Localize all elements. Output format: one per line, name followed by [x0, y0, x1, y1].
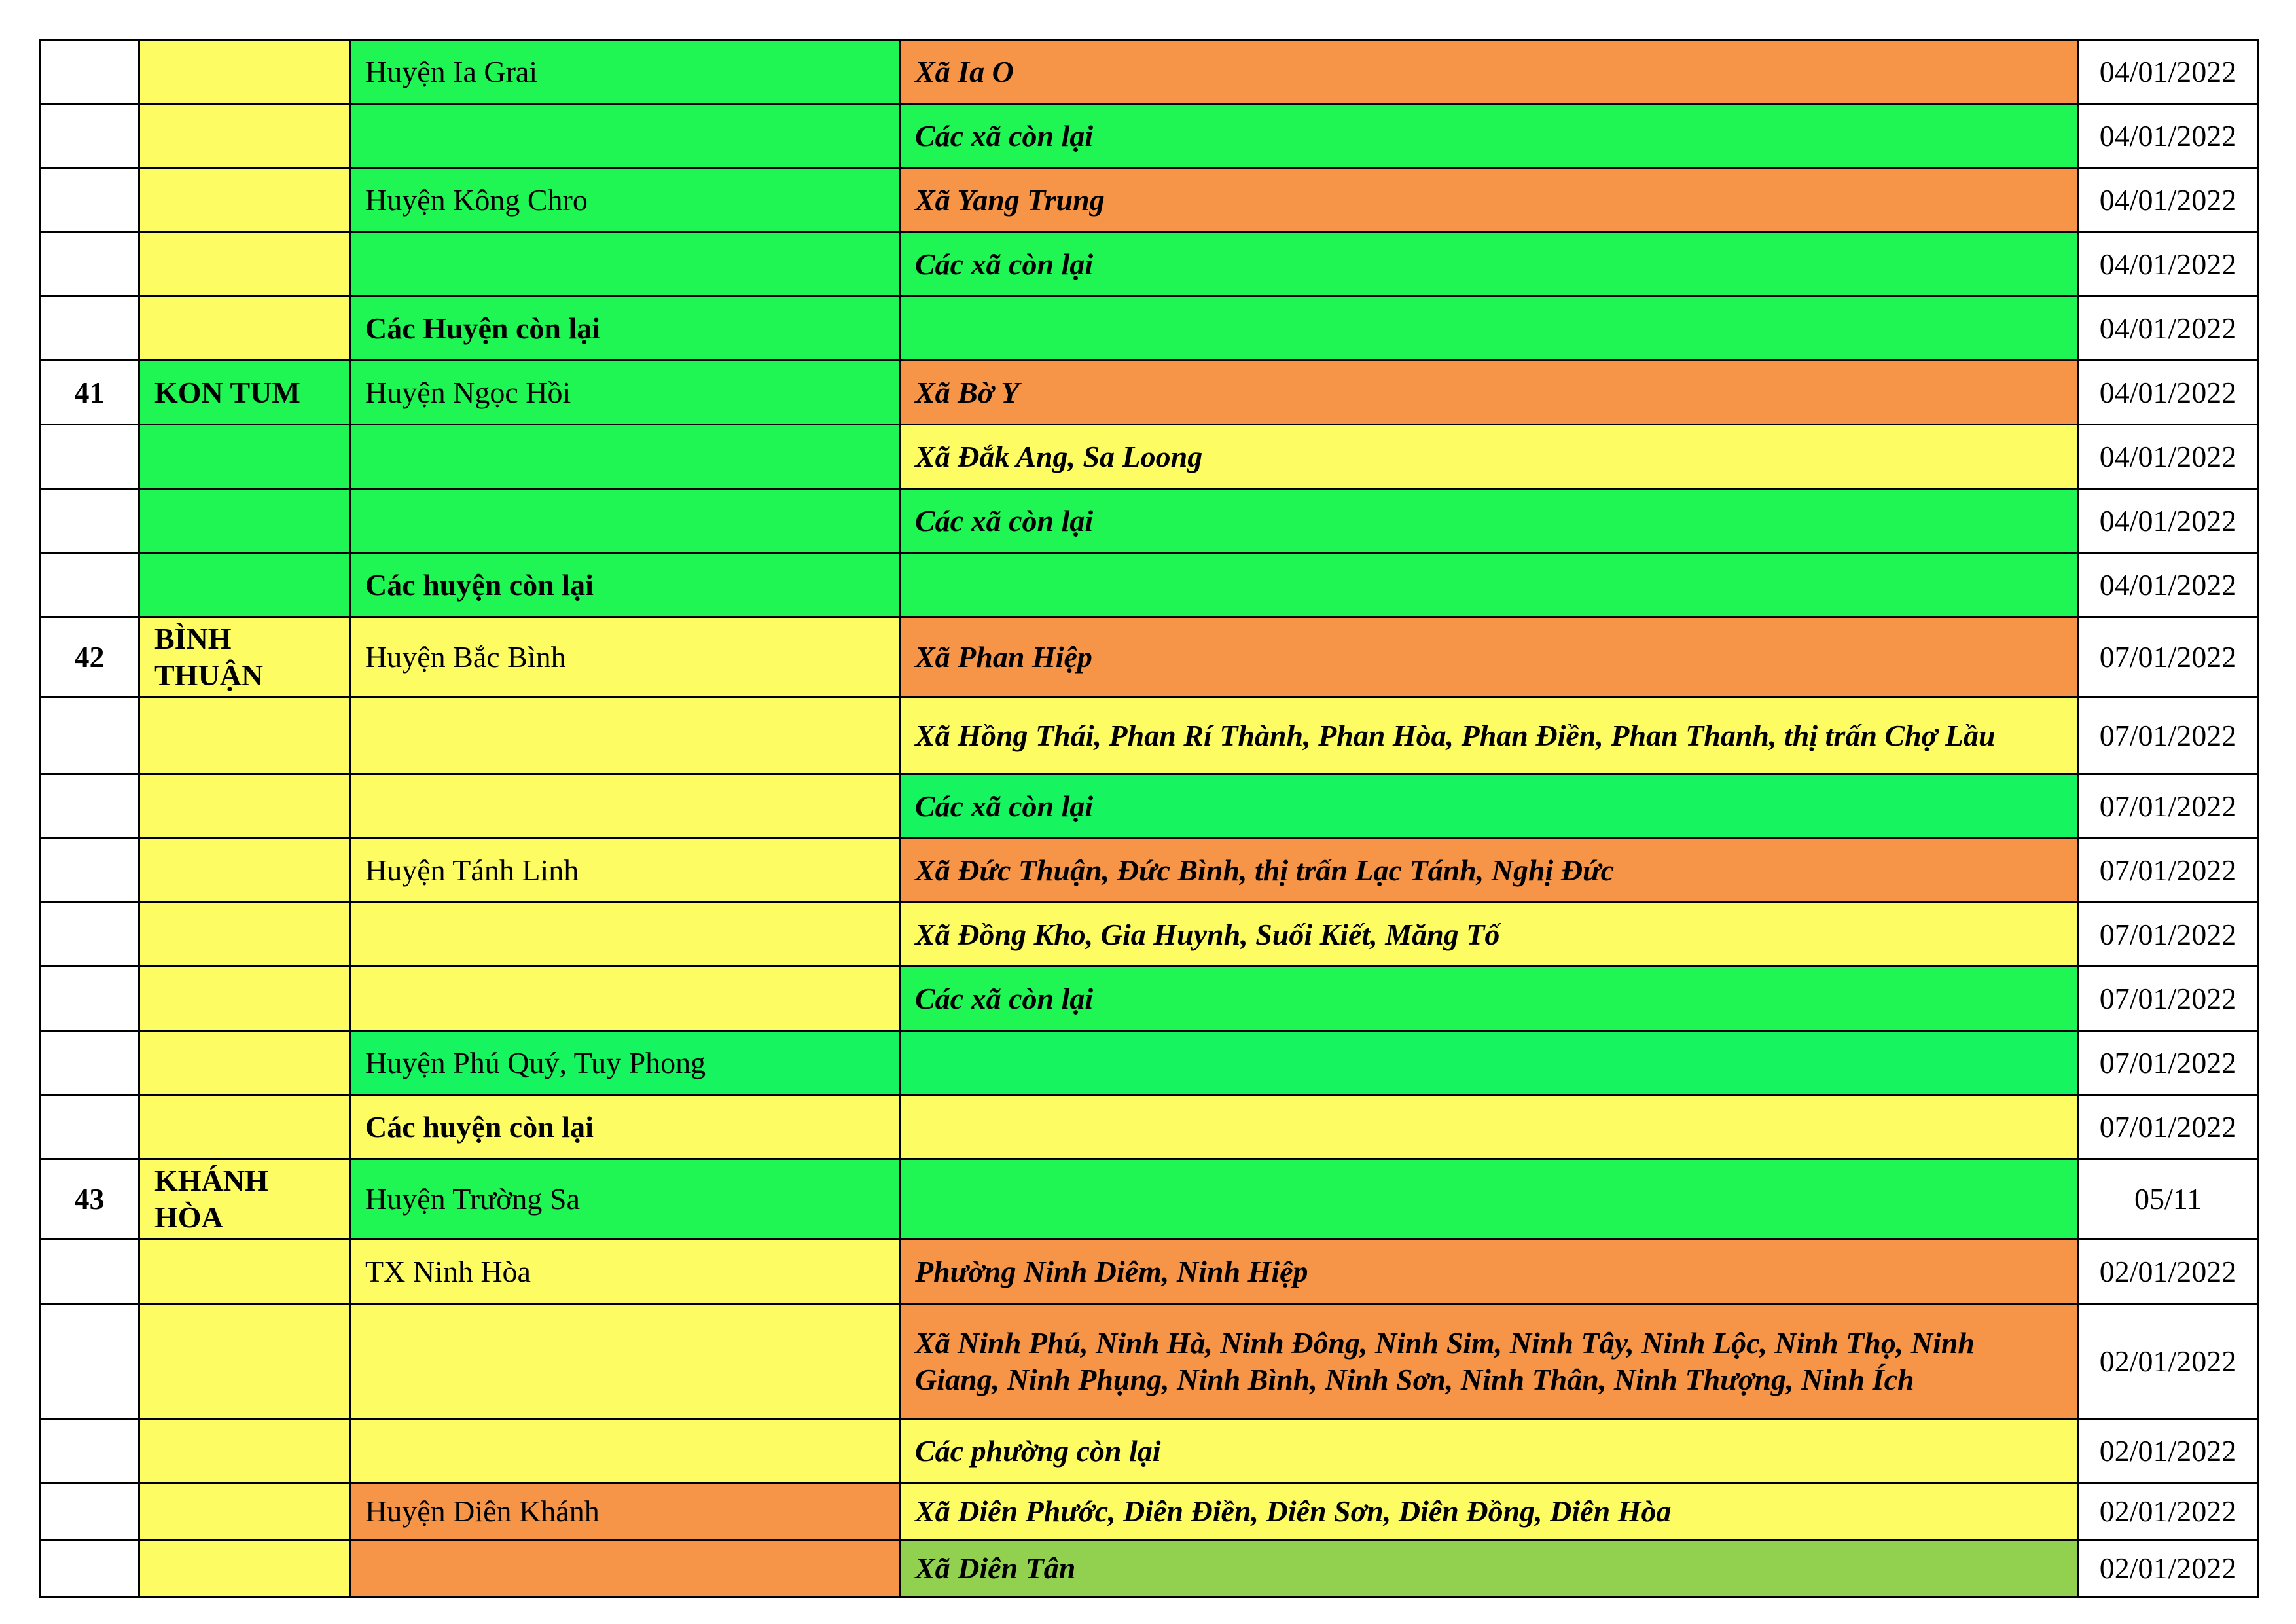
cell-stt: [40, 839, 139, 903]
cell-district: Huyện Trường Sa: [350, 1159, 900, 1240]
table-body: [40, 40, 2259, 1597]
cell-ward: Các xã còn lại: [900, 774, 2078, 839]
cell-province: BÌNH THUẬN: [139, 617, 350, 698]
cell-date: 04/01/2022: [2078, 40, 2259, 104]
cell-province: [139, 553, 350, 617]
cell-ward: Các xã còn lại: [900, 967, 2078, 1031]
cell-province: [139, 1031, 350, 1095]
cell-ward: Các xã còn lại: [900, 104, 2078, 168]
cell-date: 04/01/2022: [2078, 232, 2259, 297]
cell-date: 07/01/2022: [2078, 698, 2259, 774]
cell-district: Huyện Tánh Linh: [350, 839, 900, 903]
cell-province: [139, 489, 350, 553]
cell-ward: [900, 1159, 2078, 1240]
cell-province: [139, 774, 350, 839]
cell-ward: Xã Diên Phước, Diên Điền, Diên Sơn, Diên Đồng, Diên Hòa: [900, 1483, 2078, 1540]
table-row: [40, 1031, 2259, 1095]
cell-stt: [40, 168, 139, 232]
cell-province: [139, 425, 350, 489]
cell-district: Huyện Kông Chro: [350, 168, 900, 232]
cell-district: [350, 1540, 900, 1597]
table-row: [40, 1159, 2259, 1240]
cell-stt: [40, 1031, 139, 1095]
cell-ward: Xã Đắk Ang, Sa Loong: [900, 425, 2078, 489]
cell-district: Các huyện còn lại: [350, 1095, 900, 1159]
cell-ward: Các xã còn lại: [900, 489, 2078, 553]
cell-stt: [40, 425, 139, 489]
cell-district: Huyện Ngọc Hồi: [350, 361, 900, 425]
table-row: [40, 967, 2259, 1031]
cell-date: 02/01/2022: [2078, 1240, 2259, 1304]
table-row: [40, 232, 2259, 297]
cell-district: TX Ninh Hòa: [350, 1240, 900, 1304]
cell-ward: Xã Phan Hiệp: [900, 617, 2078, 698]
cell-ward: Xã Diên Tân: [900, 1540, 2078, 1597]
cell-date: 07/01/2022: [2078, 903, 2259, 967]
cell-province: [139, 232, 350, 297]
cell-ward: Các xã còn lại: [900, 232, 2078, 297]
cell-date: 02/01/2022: [2078, 1304, 2259, 1419]
cell-province: [139, 1540, 350, 1597]
cell-province: KON TUM: [139, 361, 350, 425]
table-row: [40, 1419, 2259, 1483]
cell-ward: Xã Ia O: [900, 40, 2078, 104]
cell-district: [350, 967, 900, 1031]
table-row: [40, 1240, 2259, 1304]
table-row: [40, 168, 2259, 232]
cell-province: [139, 40, 350, 104]
table-row: [40, 553, 2259, 617]
cell-district: Huyện Phú Quý, Tuy Phong: [350, 1031, 900, 1095]
cell-ward: Xã Đồng Kho, Gia Huynh, Suối Kiết, Măng Tố: [900, 903, 2078, 967]
cell-province: [139, 1483, 350, 1540]
cell-date: 04/01/2022: [2078, 104, 2259, 168]
cell-date: 04/01/2022: [2078, 361, 2259, 425]
cell-province: [139, 168, 350, 232]
cell-district: [350, 774, 900, 839]
cell-stt: [40, 1540, 139, 1597]
vaccination-status-table: [39, 39, 2259, 1598]
cell-province: [139, 1419, 350, 1483]
cell-stt: [40, 774, 139, 839]
cell-stt: [40, 489, 139, 553]
cell-province: [139, 1095, 350, 1159]
table-row: [40, 698, 2259, 774]
cell-stt: [40, 1483, 139, 1540]
cell-stt: [40, 1419, 139, 1483]
cell-province: [139, 104, 350, 168]
cell-ward: Xã Đức Thuận, Đức Bình, thị trấn Lạc Tánh, Nghị Đức: [900, 839, 2078, 903]
cell-date: 02/01/2022: [2078, 1540, 2259, 1597]
cell-ward: Phường Ninh Diêm, Ninh Hiệp: [900, 1240, 2078, 1304]
cell-stt: [40, 232, 139, 297]
table-row: [40, 425, 2259, 489]
cell-stt: 41: [40, 361, 139, 425]
cell-district: Các huyện còn lại: [350, 553, 900, 617]
cell-stt: [40, 40, 139, 104]
cell-ward: Xã Ninh Phú, Ninh Hà, Ninh Đông, Ninh Sim, Ninh Tây, Ninh Lộc, Ninh Thọ, Ninh Giang, Ninh Phụng, Ninh Bình, Ninh Sơn, Ninh Thân, Ninh Thượng, Ninh Ích: [900, 1304, 2078, 1419]
cell-date: 04/01/2022: [2078, 553, 2259, 617]
cell-district: [350, 489, 900, 553]
cell-district: [350, 232, 900, 297]
cell-stt: [40, 297, 139, 361]
cell-ward: Xã Yang Trung: [900, 168, 2078, 232]
cell-stt: [40, 1304, 139, 1419]
cell-date: 07/01/2022: [2078, 967, 2259, 1031]
cell-ward: [900, 553, 2078, 617]
cell-province: [139, 1304, 350, 1419]
table-row: [40, 40, 2259, 104]
cell-ward: Xã Hồng Thái, Phan Rí Thành, Phan Hòa, Phan Điền, Phan Thanh, thị trấn Chợ Lầu: [900, 698, 2078, 774]
table-row: [40, 1483, 2259, 1540]
cell-district: Huyện Ia Grai: [350, 40, 900, 104]
cell-stt: [40, 698, 139, 774]
cell-district: [350, 903, 900, 967]
cell-ward: Xã Bờ Y: [900, 361, 2078, 425]
cell-date: 04/01/2022: [2078, 489, 2259, 553]
cell-district: [350, 425, 900, 489]
cell-date: 07/01/2022: [2078, 1031, 2259, 1095]
cell-district: [350, 698, 900, 774]
table-row: [40, 839, 2259, 903]
table-row: [40, 361, 2259, 425]
cell-province: [139, 967, 350, 1031]
cell-date: 02/01/2022: [2078, 1483, 2259, 1540]
cell-ward: Các phường còn lại: [900, 1419, 2078, 1483]
table-row: [40, 903, 2259, 967]
cell-date: 04/01/2022: [2078, 168, 2259, 232]
cell-date: 04/01/2022: [2078, 425, 2259, 489]
cell-province: [139, 839, 350, 903]
table-row: [40, 1304, 2259, 1419]
table-row: [40, 617, 2259, 698]
cell-ward: [900, 1031, 2078, 1095]
cell-stt: [40, 903, 139, 967]
cell-date: 07/01/2022: [2078, 839, 2259, 903]
cell-stt: [40, 553, 139, 617]
cell-date: 07/01/2022: [2078, 774, 2259, 839]
table-row: [40, 1540, 2259, 1597]
cell-stt: [40, 1240, 139, 1304]
table-row: [40, 1095, 2259, 1159]
table-row: [40, 297, 2259, 361]
cell-date: 07/01/2022: [2078, 1095, 2259, 1159]
cell-stt: [40, 1095, 139, 1159]
cell-date: 02/01/2022: [2078, 1419, 2259, 1483]
cell-district: Huyện Diên Khánh: [350, 1483, 900, 1540]
cell-stt: [40, 967, 139, 1031]
cell-district: Các Huyện còn lại: [350, 297, 900, 361]
cell-date: 07/01/2022: [2078, 617, 2259, 698]
table-row: [40, 774, 2259, 839]
cell-province: [139, 297, 350, 361]
cell-stt: [40, 104, 139, 168]
cell-province: [139, 903, 350, 967]
cell-stt: 42: [40, 617, 139, 698]
table-row: [40, 104, 2259, 168]
cell-district: [350, 1304, 900, 1419]
cell-ward: [900, 297, 2078, 361]
cell-province: [139, 1240, 350, 1304]
cell-district: [350, 104, 900, 168]
cell-district: [350, 1419, 900, 1483]
cell-ward: [900, 1095, 2078, 1159]
cell-province: KHÁNH HÒA: [139, 1159, 350, 1240]
table-row: [40, 489, 2259, 553]
cell-date: 05/11: [2078, 1159, 2259, 1240]
cell-province: [139, 698, 350, 774]
cell-stt: 43: [40, 1159, 139, 1240]
cell-date: 04/01/2022: [2078, 297, 2259, 361]
cell-district: Huyện Bắc Bình: [350, 617, 900, 698]
